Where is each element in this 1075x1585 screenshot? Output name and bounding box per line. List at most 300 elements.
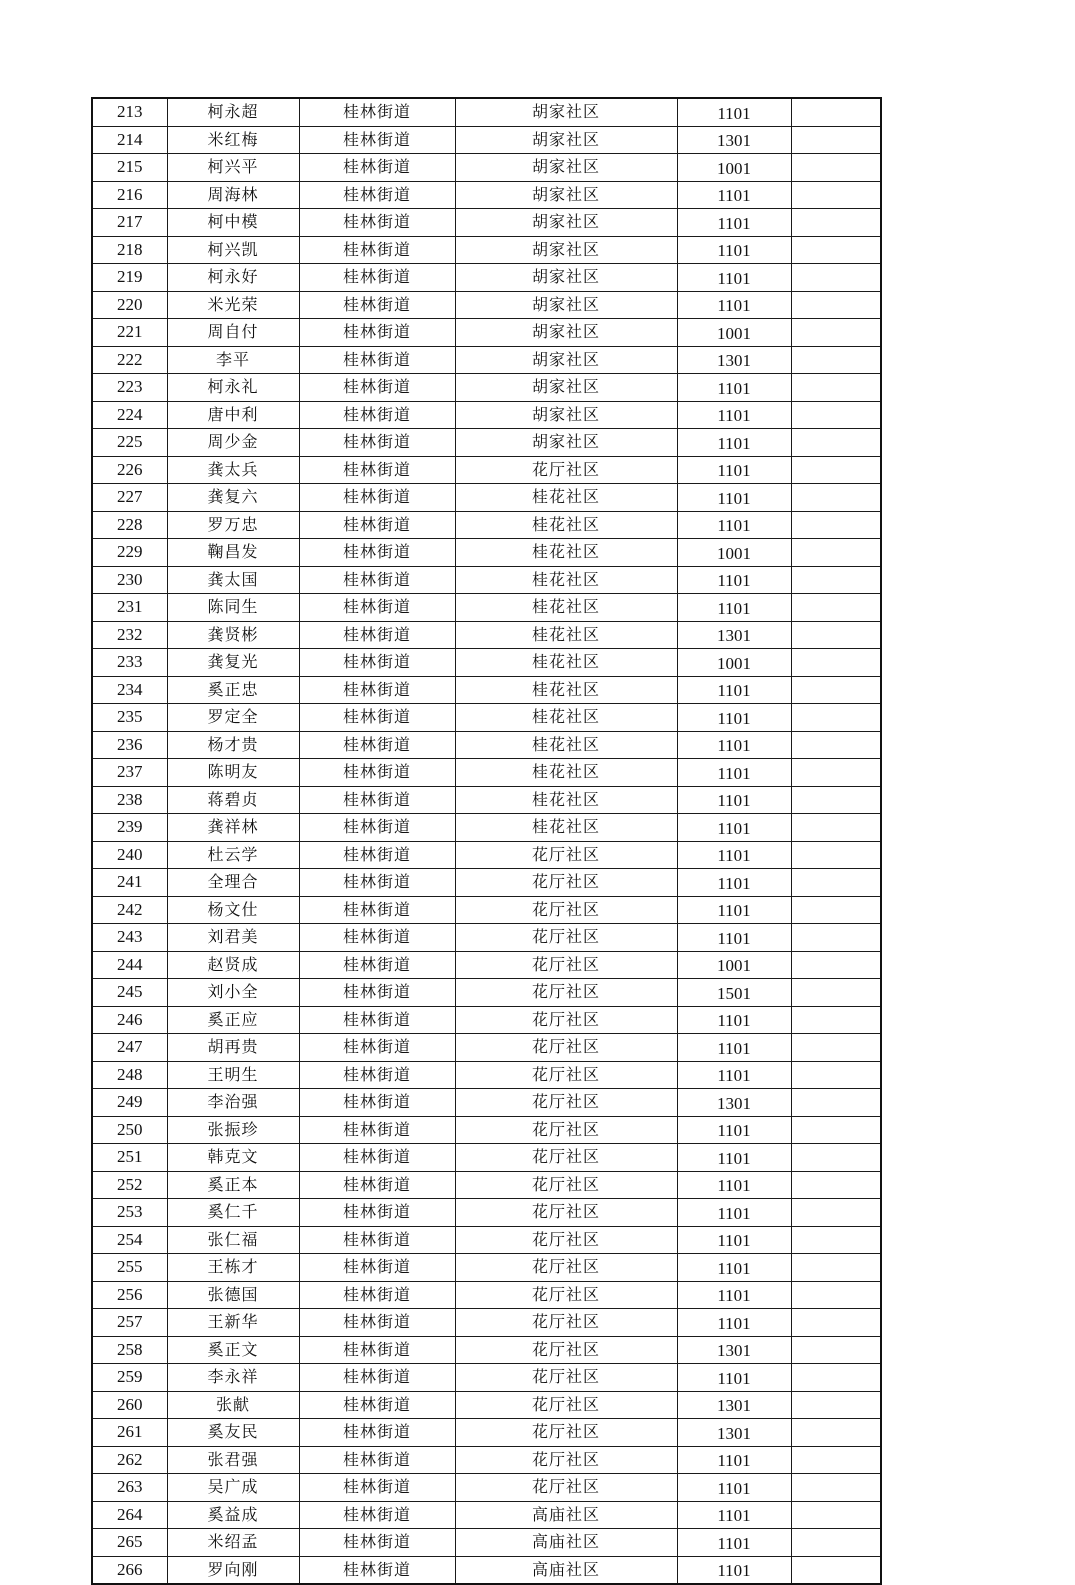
street-cell: 桂林街道 — [299, 1556, 455, 1584]
row-number-cell: 262 — [92, 1446, 167, 1474]
row-number-cell: 237 — [92, 759, 167, 787]
table-row — [92, 1254, 881, 1282]
name-cell: 奚正忠 — [167, 676, 299, 704]
street-cell: 桂林街道 — [299, 1144, 455, 1172]
row-number-cell: 217 — [92, 209, 167, 237]
street-cell: 桂林街道 — [299, 786, 455, 814]
remark-cell — [791, 374, 881, 402]
row-number-cell: 239 — [92, 814, 167, 842]
street-cell: 桂林街道 — [299, 1116, 455, 1144]
remark-cell — [791, 896, 881, 924]
remark-cell — [791, 1116, 881, 1144]
row-number-cell: 235 — [92, 704, 167, 732]
code-cell: 1101 — [677, 594, 791, 622]
row-number-cell: 232 — [92, 621, 167, 649]
community-cell: 花厅社区 — [455, 1226, 677, 1254]
code-cell: 1101 — [677, 401, 791, 429]
code-cell: 1501 — [677, 979, 791, 1007]
remark-cell — [791, 401, 881, 429]
community-cell: 花厅社区 — [455, 1309, 677, 1337]
table-row — [92, 1006, 881, 1034]
code-cell: 1101 — [677, 814, 791, 842]
street-cell: 桂林街道 — [299, 869, 455, 897]
street-cell: 桂林街道 — [299, 621, 455, 649]
community-cell: 高庙社区 — [455, 1501, 677, 1529]
code-cell: 1101 — [677, 759, 791, 787]
community-cell: 胡家社区 — [455, 374, 677, 402]
row-number-cell: 266 — [92, 1556, 167, 1584]
community-cell: 胡家社区 — [455, 154, 677, 182]
code-cell: 1101 — [677, 181, 791, 209]
name-cell: 刘君美 — [167, 924, 299, 952]
name-cell: 龚太兵 — [167, 456, 299, 484]
code-cell: 1101 — [677, 704, 791, 732]
name-cell: 奚正本 — [167, 1171, 299, 1199]
row-number-cell: 224 — [92, 401, 167, 429]
code-cell: 1101 — [677, 1116, 791, 1144]
roster-table-body — [92, 98, 881, 1584]
table-row — [92, 731, 881, 759]
remark-cell — [791, 979, 881, 1007]
name-cell: 柯永好 — [167, 264, 299, 292]
row-number-cell: 221 — [92, 319, 167, 347]
name-cell: 奚正应 — [167, 1006, 299, 1034]
street-cell: 桂林街道 — [299, 676, 455, 704]
street-cell: 桂林街道 — [299, 1446, 455, 1474]
community-cell: 桂花社区 — [455, 759, 677, 787]
code-cell: 1101 — [677, 1309, 791, 1337]
community-cell: 胡家社区 — [455, 319, 677, 347]
remark-cell — [791, 1281, 881, 1309]
table-row — [92, 869, 881, 897]
row-number-cell: 228 — [92, 511, 167, 539]
row-number-cell: 244 — [92, 951, 167, 979]
name-cell: 杜云学 — [167, 841, 299, 869]
row-number-cell: 225 — [92, 429, 167, 457]
street-cell: 桂林街道 — [299, 429, 455, 457]
street-cell: 桂林街道 — [299, 1089, 455, 1117]
remark-cell — [791, 1446, 881, 1474]
table-row — [92, 1391, 881, 1419]
name-cell: 罗定全 — [167, 704, 299, 732]
street-cell: 桂林街道 — [299, 1501, 455, 1529]
street-cell: 桂林街道 — [299, 1364, 455, 1392]
code-cell: 1101 — [677, 291, 791, 319]
name-cell: 张仁福 — [167, 1226, 299, 1254]
remark-cell — [791, 566, 881, 594]
row-number-cell: 238 — [92, 786, 167, 814]
remark-cell — [791, 1034, 881, 1062]
code-cell: 1101 — [677, 1144, 791, 1172]
table-row — [92, 181, 881, 209]
street-cell: 桂林街道 — [299, 1171, 455, 1199]
street-cell: 桂林街道 — [299, 1034, 455, 1062]
name-cell: 周少金 — [167, 429, 299, 457]
community-cell: 桂花社区 — [455, 786, 677, 814]
code-cell: 1101 — [677, 1226, 791, 1254]
table-row — [92, 1309, 881, 1337]
community-cell: 桂花社区 — [455, 704, 677, 732]
table-row — [92, 1336, 881, 1364]
row-number-cell: 215 — [92, 154, 167, 182]
row-number-cell: 241 — [92, 869, 167, 897]
remark-cell — [791, 429, 881, 457]
row-number-cell: 219 — [92, 264, 167, 292]
code-cell: 1101 — [677, 1501, 791, 1529]
community-cell: 花厅社区 — [455, 1006, 677, 1034]
remark-cell — [791, 594, 881, 622]
street-cell: 桂林街道 — [299, 1336, 455, 1364]
community-cell: 花厅社区 — [455, 1391, 677, 1419]
community-cell: 花厅社区 — [455, 1116, 677, 1144]
table-row — [92, 374, 881, 402]
remark-cell — [791, 539, 881, 567]
code-cell: 1101 — [677, 1199, 791, 1227]
remark-cell — [791, 1171, 881, 1199]
name-cell: 米光荣 — [167, 291, 299, 319]
remark-cell — [791, 98, 881, 126]
community-cell: 花厅社区 — [455, 1254, 677, 1282]
community-cell: 高庙社区 — [455, 1556, 677, 1584]
community-cell: 花厅社区 — [455, 1199, 677, 1227]
name-cell: 张君强 — [167, 1446, 299, 1474]
table-row — [92, 511, 881, 539]
table-row — [92, 951, 881, 979]
row-number-cell: 227 — [92, 484, 167, 512]
community-cell: 花厅社区 — [455, 896, 677, 924]
table-row — [92, 924, 881, 952]
row-number-cell: 231 — [92, 594, 167, 622]
name-cell: 柯永超 — [167, 98, 299, 126]
community-cell: 花厅社区 — [455, 1034, 677, 1062]
row-number-cell: 264 — [92, 1501, 167, 1529]
community-cell: 花厅社区 — [455, 1281, 677, 1309]
table-row — [92, 759, 881, 787]
code-cell: 1101 — [677, 1034, 791, 1062]
name-cell: 龚复六 — [167, 484, 299, 512]
row-number-cell: 249 — [92, 1089, 167, 1117]
code-cell: 1101 — [677, 374, 791, 402]
code-cell: 1101 — [677, 236, 791, 264]
remark-cell — [791, 1474, 881, 1502]
remark-cell — [791, 841, 881, 869]
street-cell: 桂林街道 — [299, 1006, 455, 1034]
table-row — [92, 1529, 881, 1557]
community-cell: 花厅社区 — [455, 1446, 677, 1474]
row-number-cell: 214 — [92, 126, 167, 154]
table-row — [92, 1281, 881, 1309]
remark-cell — [791, 1336, 881, 1364]
name-cell: 龚复光 — [167, 649, 299, 677]
remark-cell — [791, 1364, 881, 1392]
table-row — [92, 1199, 881, 1227]
row-number-cell: 257 — [92, 1309, 167, 1337]
code-cell: 1301 — [677, 126, 791, 154]
code-cell: 1301 — [677, 346, 791, 374]
street-cell: 桂林街道 — [299, 154, 455, 182]
row-number-cell: 213 — [92, 98, 167, 126]
remark-cell — [791, 704, 881, 732]
street-cell: 桂林街道 — [299, 896, 455, 924]
name-cell: 龚祥林 — [167, 814, 299, 842]
street-cell: 桂林街道 — [299, 346, 455, 374]
remark-cell — [791, 1144, 881, 1172]
remark-cell — [791, 209, 881, 237]
community-cell: 桂花社区 — [455, 649, 677, 677]
remark-cell — [791, 456, 881, 484]
name-cell: 陈同生 — [167, 594, 299, 622]
remark-cell — [791, 1501, 881, 1529]
street-cell: 桂林街道 — [299, 731, 455, 759]
name-cell: 王新华 — [167, 1309, 299, 1337]
street-cell: 桂林街道 — [299, 814, 455, 842]
street-cell: 桂林街道 — [299, 1474, 455, 1502]
row-number-cell: 222 — [92, 346, 167, 374]
street-cell: 桂林街道 — [299, 1061, 455, 1089]
street-cell: 桂林街道 — [299, 264, 455, 292]
community-cell: 花厅社区 — [455, 1419, 677, 1447]
community-cell: 胡家社区 — [455, 264, 677, 292]
community-cell: 桂花社区 — [455, 676, 677, 704]
name-cell: 罗向刚 — [167, 1556, 299, 1584]
code-cell: 1101 — [677, 566, 791, 594]
remark-cell — [791, 869, 881, 897]
code-cell: 1301 — [677, 1419, 791, 1447]
remark-cell — [791, 1391, 881, 1419]
name-cell: 唐中利 — [167, 401, 299, 429]
street-cell: 桂林街道 — [299, 236, 455, 264]
row-number-cell: 243 — [92, 924, 167, 952]
remark-cell — [791, 1419, 881, 1447]
code-cell: 1101 — [677, 1006, 791, 1034]
name-cell: 张德国 — [167, 1281, 299, 1309]
row-number-cell: 256 — [92, 1281, 167, 1309]
table-row — [92, 1116, 881, 1144]
table-row — [92, 209, 881, 237]
table-row — [92, 429, 881, 457]
remark-cell — [791, 649, 881, 677]
name-cell: 杨才贵 — [167, 731, 299, 759]
name-cell: 蒋碧贞 — [167, 786, 299, 814]
table-row — [92, 539, 881, 567]
community-cell: 胡家社区 — [455, 429, 677, 457]
community-cell: 花厅社区 — [455, 1364, 677, 1392]
table-row — [92, 236, 881, 264]
community-cell: 花厅社区 — [455, 979, 677, 1007]
row-number-cell: 251 — [92, 1144, 167, 1172]
row-number-cell: 248 — [92, 1061, 167, 1089]
street-cell: 桂林街道 — [299, 759, 455, 787]
table-row — [92, 126, 881, 154]
code-cell: 1101 — [677, 1364, 791, 1392]
community-cell: 桂花社区 — [455, 731, 677, 759]
remark-cell — [791, 1199, 881, 1227]
code-cell: 1101 — [677, 1254, 791, 1282]
name-cell: 王明生 — [167, 1061, 299, 1089]
table-row — [92, 291, 881, 319]
code-cell: 1101 — [677, 1529, 791, 1557]
code-cell: 1301 — [677, 1089, 791, 1117]
name-cell: 张振珍 — [167, 1116, 299, 1144]
remark-cell — [791, 1254, 881, 1282]
community-cell: 花厅社区 — [455, 951, 677, 979]
remark-cell — [791, 676, 881, 704]
community-cell: 桂花社区 — [455, 511, 677, 539]
remark-cell — [791, 236, 881, 264]
row-number-cell: 218 — [92, 236, 167, 264]
remark-cell — [791, 319, 881, 347]
remark-cell — [791, 1556, 881, 1584]
street-cell: 桂林街道 — [299, 1226, 455, 1254]
remark-cell — [791, 759, 881, 787]
street-cell: 桂林街道 — [299, 511, 455, 539]
name-cell: 张献 — [167, 1391, 299, 1419]
code-cell: 1101 — [677, 1556, 791, 1584]
name-cell: 米绍孟 — [167, 1529, 299, 1557]
street-cell: 桂林街道 — [299, 704, 455, 732]
row-number-cell: 265 — [92, 1529, 167, 1557]
table-row — [92, 319, 881, 347]
community-cell: 桂花社区 — [455, 594, 677, 622]
street-cell: 桂林街道 — [299, 484, 455, 512]
community-cell: 花厅社区 — [455, 1089, 677, 1117]
code-cell: 1101 — [677, 924, 791, 952]
row-number-cell: 254 — [92, 1226, 167, 1254]
row-number-cell: 229 — [92, 539, 167, 567]
remark-cell — [791, 951, 881, 979]
name-cell: 龚贤彬 — [167, 621, 299, 649]
street-cell: 桂林街道 — [299, 924, 455, 952]
table-row — [92, 154, 881, 182]
street-cell: 桂林街道 — [299, 1529, 455, 1557]
row-number-cell: 233 — [92, 649, 167, 677]
community-cell: 花厅社区 — [455, 841, 677, 869]
row-number-cell: 258 — [92, 1336, 167, 1364]
code-cell: 1301 — [677, 621, 791, 649]
table-row — [92, 1474, 881, 1502]
remark-cell — [791, 291, 881, 319]
street-cell: 桂林街道 — [299, 181, 455, 209]
table-row — [92, 814, 881, 842]
table-row — [92, 566, 881, 594]
name-cell: 吴广成 — [167, 1474, 299, 1502]
table-row — [92, 594, 881, 622]
table-row — [92, 456, 881, 484]
street-cell: 桂林街道 — [299, 841, 455, 869]
remark-cell — [791, 181, 881, 209]
table-row — [92, 1089, 881, 1117]
table-row — [92, 1226, 881, 1254]
street-cell: 桂林街道 — [299, 979, 455, 1007]
street-cell: 桂林街道 — [299, 374, 455, 402]
community-cell: 花厅社区 — [455, 924, 677, 952]
row-number-cell: 230 — [92, 566, 167, 594]
remark-cell — [791, 1089, 881, 1117]
community-cell: 桂花社区 — [455, 814, 677, 842]
row-number-cell: 242 — [92, 896, 167, 924]
name-cell: 奚益成 — [167, 1501, 299, 1529]
street-cell: 桂林街道 — [299, 291, 455, 319]
code-cell: 1101 — [677, 264, 791, 292]
row-number-cell: 246 — [92, 1006, 167, 1034]
code-cell: 1001 — [677, 154, 791, 182]
community-cell: 高庙社区 — [455, 1529, 677, 1557]
remark-cell — [791, 1309, 881, 1337]
name-cell: 王栋才 — [167, 1254, 299, 1282]
code-cell: 1301 — [677, 1336, 791, 1364]
code-cell: 1101 — [677, 841, 791, 869]
remark-cell — [791, 1006, 881, 1034]
community-cell: 胡家社区 — [455, 209, 677, 237]
remark-cell — [791, 731, 881, 759]
community-cell: 胡家社区 — [455, 291, 677, 319]
table-row — [92, 704, 881, 732]
remark-cell — [791, 1226, 881, 1254]
code-cell: 1301 — [677, 1391, 791, 1419]
name-cell: 陈明友 — [167, 759, 299, 787]
code-cell: 1101 — [677, 456, 791, 484]
code-cell: 1101 — [677, 1061, 791, 1089]
code-cell: 1101 — [677, 98, 791, 126]
row-number-cell: 236 — [92, 731, 167, 759]
street-cell: 桂林街道 — [299, 401, 455, 429]
community-cell: 胡家社区 — [455, 126, 677, 154]
name-cell: 奚友民 — [167, 1419, 299, 1447]
roster-table — [91, 97, 882, 1585]
community-cell: 桂花社区 — [455, 566, 677, 594]
street-cell: 桂林街道 — [299, 594, 455, 622]
code-cell: 1101 — [677, 511, 791, 539]
community-cell: 花厅社区 — [455, 456, 677, 484]
street-cell: 桂林街道 — [299, 456, 455, 484]
name-cell: 柯兴平 — [167, 154, 299, 182]
table-row — [92, 649, 881, 677]
street-cell: 桂林街道 — [299, 566, 455, 594]
remark-cell — [791, 484, 881, 512]
code-cell: 1101 — [677, 896, 791, 924]
street-cell: 桂林街道 — [299, 649, 455, 677]
street-cell: 桂林街道 — [299, 209, 455, 237]
code-cell: 1001 — [677, 539, 791, 567]
code-cell: 1001 — [677, 649, 791, 677]
name-cell: 柯兴凯 — [167, 236, 299, 264]
name-cell: 米红梅 — [167, 126, 299, 154]
code-cell: 1001 — [677, 319, 791, 347]
table-row — [92, 896, 881, 924]
community-cell: 花厅社区 — [455, 1336, 677, 1364]
row-number-cell: 216 — [92, 181, 167, 209]
table-row — [92, 1171, 881, 1199]
table-row — [92, 401, 881, 429]
row-number-cell: 259 — [92, 1364, 167, 1392]
table-row — [92, 1556, 881, 1584]
name-cell: 龚太国 — [167, 566, 299, 594]
street-cell: 桂林街道 — [299, 1281, 455, 1309]
table-row — [92, 1144, 881, 1172]
name-cell: 奚正文 — [167, 1336, 299, 1364]
community-cell: 胡家社区 — [455, 181, 677, 209]
street-cell: 桂林街道 — [299, 319, 455, 347]
code-cell: 1001 — [677, 951, 791, 979]
community-cell: 胡家社区 — [455, 98, 677, 126]
code-cell: 1101 — [677, 1446, 791, 1474]
remark-cell — [791, 1529, 881, 1557]
table-row — [92, 979, 881, 1007]
row-number-cell: 263 — [92, 1474, 167, 1502]
table-row — [92, 1501, 881, 1529]
community-cell: 胡家社区 — [455, 346, 677, 374]
community-cell: 桂花社区 — [455, 484, 677, 512]
